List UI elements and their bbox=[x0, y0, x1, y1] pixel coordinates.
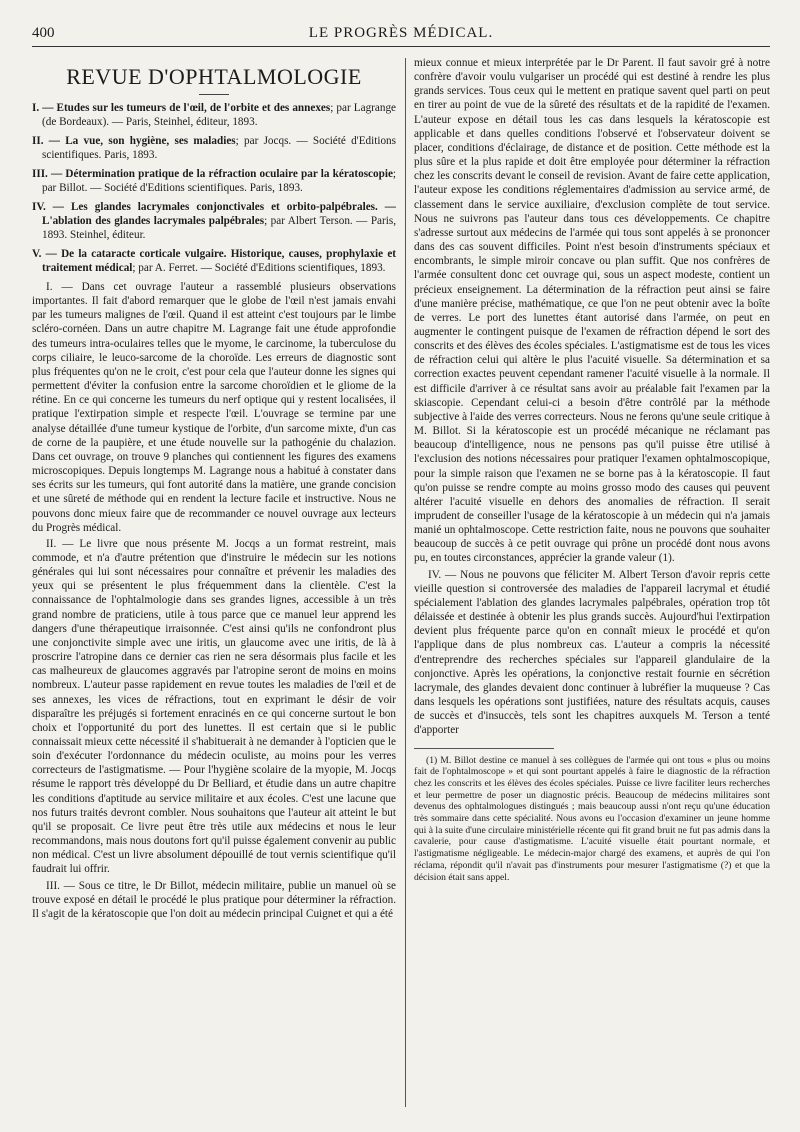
column-separator bbox=[405, 58, 406, 1107]
bibliography-entry: IV. — Les glandes lacrymales conjonctivales et orbito-palpébrales. — L'ablation des glandes lacrymales palpébrales; par Albert Terson. — Paris, 1893. Steinhel, éditeur. bbox=[32, 201, 396, 241]
page-number: 400 bbox=[32, 25, 55, 41]
footnote-text: (1) M. Billot destine ce manuel à ses collègues de l'armée qui ont tous « plus ou moins fait de l'ophtalmoscope » et qui sont pourtant appelés à faire le diagnostic de la réfraction chez les conscrits et les élèves des écoles spéciales. Puisse ce livre faciliter leurs recherches et leur permettre de poser un diagnostic précis. Beaucoup de médecins militaires sont devenus des ophtalmologues distingués ; mais beaucoup aussi n'ont reçu qu'une éducation très sommaire dans cette spécialité. Nous avons eu l'occasion d'examiner un jeune homme qui à la suite d'une circulaire ministérielle récente qui fit grand bruit ne fut pas admis dans la cavalerie, pour cause d'astigmatisme. L'acuité visuelle était pourtant normale, et l'astigmatisme négligeable. Le médecin-major chargé des examens, et auprès de qui l'on réclama, répondit qu'il n'avait pas d'instruments pour mesurer l'astigmatisme (?) et que la décision était sans appel. bbox=[414, 754, 770, 883]
review-paragraph: mieux connue et mieux interprétée par le Dr Parent. Il faut savoir gré à notre confrère d'avoir voulu vulgariser un procédé qui est destiné à rendre les plus grands services. Tous ceux qui le mettent en pratique savent quel parti on peut en tirer au point de vue de la sûreté des résultats et de la rapidité de l'examen. L'auteur expose en détail tous les cas dans lesquels la kératoscopie est applicable et dans quelles conditions l'observé et l'observateur doivent se placer, conditions d'éclairage, de distance et de position. Cette méthode est la plus sûre et la plus rapide et doit être employée pour déterminer la réfraction chez les conscrits devant le conseil de revision. Avant de faire cette application, l'auteur expose les conditions réglementaires d'admission au service armé, de classement dans le service auxiliaire, d'exclusion complète de tout service. Nous ne suivrons pas l'auteur dans tous ces développements. Ce chapitre s'adresse surtout aux médecins de l'armée qui tous sont appelés à se prononcer dans des cas souvent difficiles. Point n'est besoin d'instruments spéciaux et encombrants, le simple miroir concave ou plan suffit. Que nos confrères de l'armée consultent donc cet ouvrage qui, sous un aspect modeste, contient un précieux enseignement. La détermination de la réfraction peut ainsi se faire d'une manière précise, mathématique, ce que l'on ne peut obtenir avec la boîte de verres. Le port des lunettes étant autorisé dans l'armée, on peut en augmenter le contingent puisque de l'examen de réfraction dépend le sort des conscrits et des élèves des écoles spéciales. L'astigmatisme est de tous les vices de réfraction celui qui altère le plus l'acuité visuelle. Sa détermination et sa correction exactes peuvent cependant ramener l'acuité visuelle à la normale. Il est difficile d'arriver à ce résultat sans avoir au préalable fait l'examen par la skiascopie. Cependant celui-ci a besoin d'être contrôlé par la méthode subjective à l'aide des verres correcteurs. Nous ne ferons qu'une seule critique à M. Billot. Si la kératoscopie est un procédé mécanique ne réclamant pas beaucoup d'intelligence, nous ne pensons pas qu'il puisse être utilisé à l'exclusion des notions nécessaires pour pratiquer l'examen ophtalmoscopique, pour la simple raison que l'examen ne se borne pas à la kératoscopie. Il faut qu'on puisse se rendre compte au moins grosso modo des causes qui peuvent altérer l'acuité visuelle en dehors des anomalies de réfraction. Il serait imprudent de conseiller l'usage de la kératoscopie à un médecin qui n'a jamais manié un ophtalmoscope. Cette restriction faite, nous ne pouvons que souhaiter beaucoup de succès à ce petit ouvrage qui prône un procédé dont nous avons pu, en toutes circonstances, apprécier la grande valeur (1). bbox=[414, 57, 770, 565]
left-body-text bbox=[32, 280, 396, 921]
page-header bbox=[32, 25, 770, 45]
bibliography-entry: I. — Etudes sur les tumeurs de l'œil, de l'orbite et des annexes; par Lagrange (de Bordeaux). — Paris, Steinhel, éditeur, 1893. bbox=[32, 102, 396, 128]
footnote-rule bbox=[414, 748, 554, 749]
header-rule bbox=[32, 46, 770, 47]
review-paragraph: IV. — Nous ne pouvons que féliciter M. Albert Terson d'avoir repris cette vieille question si controversée des maladies de l'appareil lacrymal et étudié spécialement l'ablation des glandes lacrymales palpébrales, opération trop tôt délaissée et destinée à obtenir les plus grands succès. Aujourd'hui l'extirpation devient plus fréquente parce qu'on en connaît mieux le procédé et qu'on l'applique dans de plus nombreux cas. L'auteur a compris la nécessité d'entreprendre des recherches spéciales sur l'appareil glandulaire de la conjonctive. Après les opérations, la conjonctive restait fournie en sécrétion lacrymale, des glandes devaient donc continuer à lubréfier la muqueuse ? Cas dans lesquels les opérations sont justifiées, nature des résultats acquis, causes de succès et d'insuccès, tels sont les chapitres auxquels M. Terson a tenté d'apporter bbox=[414, 568, 770, 737]
title-rule bbox=[199, 94, 229, 95]
entries-list bbox=[32, 101, 396, 275]
right-body-text bbox=[414, 56, 770, 738]
review-paragraph: III. — Sous ce titre, le Dr Billot, médecin militaire, publie un manuel où se trouve exposé en détail le procédé le plus pratique pour déterminer la réfraction. Il s'agit de la kératoscopie que l'on doit au médecin principal Cuignet et qui a été bbox=[32, 879, 396, 920]
left-column bbox=[32, 56, 396, 1104]
bibliography-entry: V. — De la cataracte corticale vulgaire. Historique, causes, prophylaxie et traitement médical; par A. Ferret. — Société d'Editions scientifiques, 1893. bbox=[32, 248, 396, 274]
running-title: LE PROGRÈS MÉDICAL. bbox=[308, 25, 494, 41]
bibliography-entry: II. — La vue, son hygiène, ses maladies; par Jocqs. — Société d'Editions scientifiques. Paris, 1893. bbox=[32, 135, 396, 161]
section-title: REVUE D'OPHTALMOLOGIE bbox=[66, 64, 362, 89]
footnote bbox=[414, 755, 770, 884]
review-paragraph: I. — Dans cet ouvrage l'auteur a rassemblé plusieurs observations importantes. Il fait d'abord remarquer que le globe de l'œil n'est jamais envahi par les tumeurs malignes de l'œil. Quand il est atteint c'est toujours par le limbe scléro-cornéen. Dans un autre chapitre M. Lagrange fait une étude approfondie des tumeurs intra-oculaires telles que le myome, le carcinome, la tuberculose du corps ciliaire, le leuco-sarcome de la choroïde. Les erreurs de diagnostic sont plus fréquentes qu'on ne le croit, c'est pour cela que l'auteur donne les signes qui permettent d'éviter la confusion entre la sarcome choroïdien et le gliome de la rétine. En ce qui concerne les tumeurs du nerf optique qui y restent localisées, il pratique l'extirpation simple et respecte l'œil. L'ouvrage se termine par une analyse détaillée d'une tumeur kystique de l'orbite, d'un sarcome mixte, d'un cas de corne de la paupière, et une étude nouvelle sur la pathogénie du chalazion. Dans cet ouvrage, on trouve 9 planches qui contiennent les figures des examens microscopiques. Depuis longtemps M. Lagrange nous a habitué à constater dans ses écrits sur les tumeurs, qui font autorité dans la matière, une grande concision et une sûreté de méthode qui en rendent la lecture facile et instructive. Nous ne pouvons donc mieux faire que de recommander ce nouvel ouvrage aux lecteurs du Progrès médical. bbox=[32, 281, 396, 534]
right-column bbox=[414, 56, 770, 1104]
review-paragraph: II. — Le livre que nous présente M. Jocqs a un format restreint, mais commode, et n'a d'autre prétention que d'instruire le médecin sur les notions générales qui lui sont nécessaires pour connaître et prévenir les maladies des yeux qui se présentent le plus fréquemment dans la clientèle. C'est la connaissance de l'ophtalmologie dans ses grandes lignes, accessible à un très grand nombre de praticiens, utile à tous parce que ce manuel leur apprend les dangers d'une thérapeutique irraisonnée. C'est ainsi qu'ils ne confondront plus une conjonctivite simple avec une iritis, un glaucome avec une iritis, de là à proscrire l'atropine dans ce dernier cas rien ne sera désormais plus facile et les cas malheureux de glaucomes aggravés par l'atropine seront de moins en moins nombreux. L'auteur passe rapidement en revue toutes les maladies de l'œil et de ses annexes, les vices de réfractions, tout en exprimant le désir de voir disparaître les préjugés si fortement enracinés en ce qui concerne surtout le bon choix et l'opportunité du port des lunettes. Il est certain que si le public connaissait mieux cette nécessité il s'habituerait à ne demander à l'opticien que le soin d'exécuter l'ordonnance du médecin oculiste, au moins pour les verres correcteurs de l'astigmatisme. — Pour l'hygiène scolaire de la myopie, M. Jocqs résume le rapport très développé du Dr Belliard, et étudie dans un autre chapitre les conditions d'aptitude au service militaire et aux écoles. C'est une lacune que nos futurs traités devront combler. Nous souhaitons que l'auteur ait atteint le but qu'il se proposait. Ce livre peut être très utile aux médecins et nous le leur recommandons, mais nous doutons fort qu'il puisse également convenir au public non médical. C'est un livre absolument dépouillé de tout vernis scientifique qu'il faudrait lui offrir. bbox=[32, 537, 396, 876]
bibliography-entry: III. — Détermination pratique de la réfraction oculaire par la kératoscopie; par Billot. — Société d'Editions scientifiques. Paris, 1893. bbox=[32, 168, 396, 194]
